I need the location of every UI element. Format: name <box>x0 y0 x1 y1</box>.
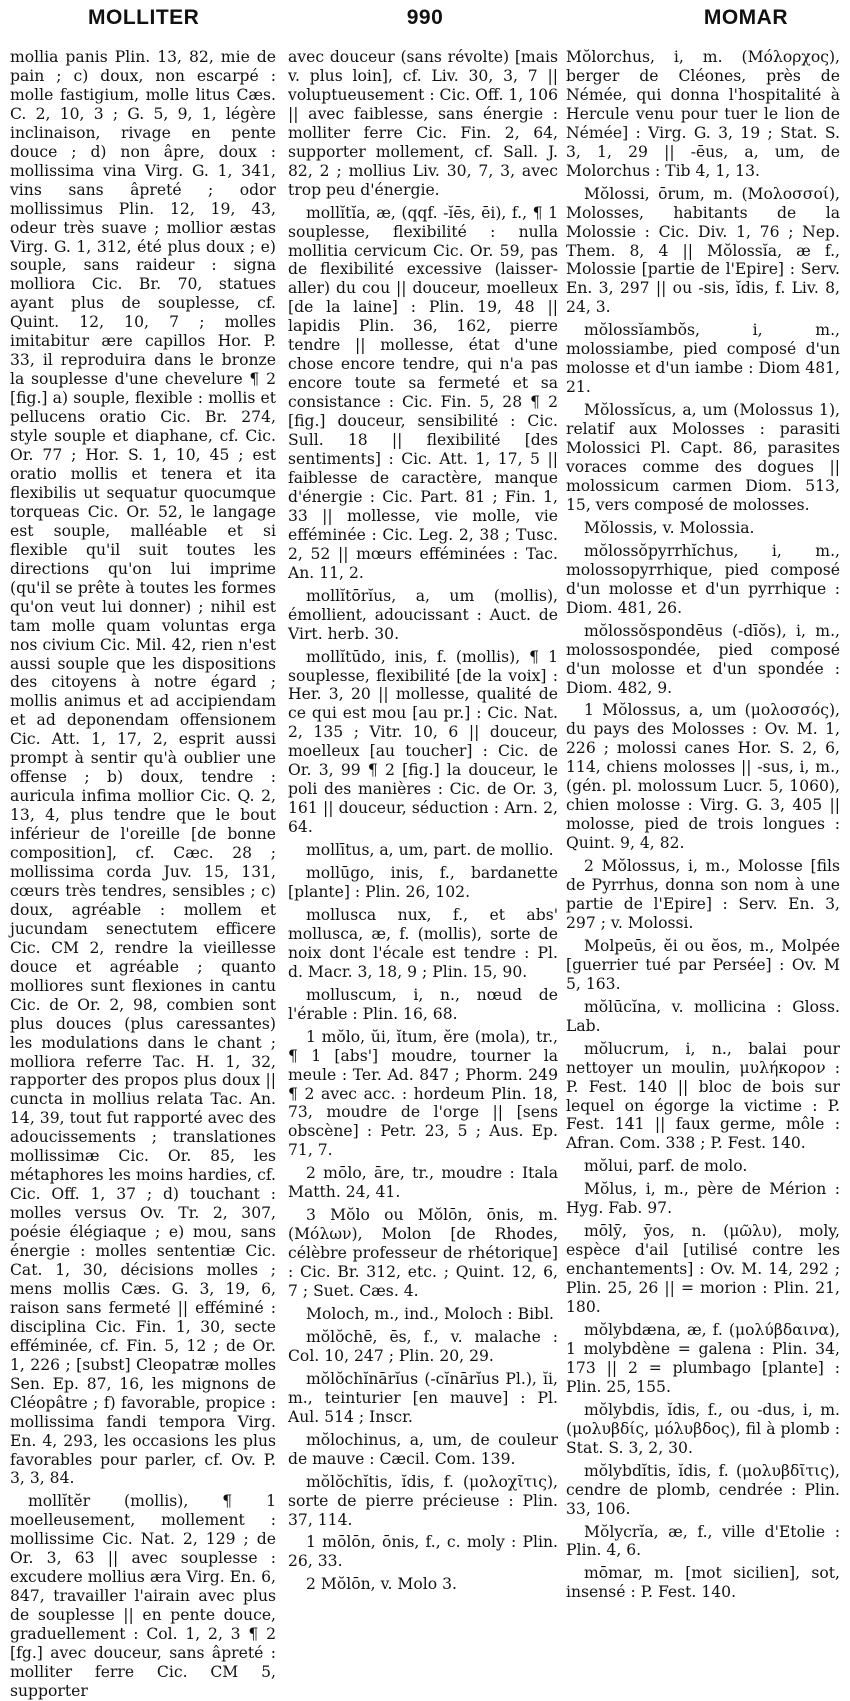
dictionary-entry: Molpeūs, ĕi ou ĕos, m., Molpée [guerrier tué par Persée] : Ov. M 5, 163. <box>566 936 840 993</box>
dictionary-entry: mŏlŏchĭnārĭus (-cĭnārĭus Pl.), ĭi, m., teinturier [en mauve] : Pl. Aul. 514 ; Inscr. <box>288 1369 558 1426</box>
dictionary-entry: mollītus, a, um, part. de mollio. <box>306 841 554 860</box>
dictionary-entry: 2 Mŏlōn, v. Molo 3. <box>306 1575 458 1594</box>
dictionary-entry: mollĭtĕr (mollis), ¶ 1 moelleusement, mollement : mollissime Cic. Nat. 2, 129 ; de Or. 3, 63 || avec souplesse : excudere mollius æra Virg. En. 6, 847, travailler l'airain avec plus de souplesse || en pente douce, graduellement : Col. 1, 2, 3 ¶ 2 [fg.] avec douceur, sans âpreté : molliter ferre Cic. CM 5, supporter <box>10 1492 276 1700</box>
header-guide-word-left: MOLLITER <box>88 6 200 29</box>
dictionary-entry: 2 Mŏlossus, i, m., Molosse [fils de Pyrrhus, donna son nom à une partie de l'Epire] : Serv. En. 3, 297 ; v. Molossi. <box>566 857 840 932</box>
dictionary-entry: Mŏlossĭcus, a, um (Molossus 1), relatif aux Molosses : parasiti Molossici Pl. Capt. 86, parasites voraces comme des dogues || molossicum carmen Diom. 513, 15, vers composé de molosses. <box>566 401 840 514</box>
dictionary-entry: mŏlŏchē, ēs, f., v. malache : Col. 10, 247 ; Plin. 20, 29. <box>288 1327 558 1365</box>
dictionary-entry: mollĭtūdo, inis, f. (mollis), ¶ 1 souplesse, flexibilité [de la voix] : Her. 3, 20 || mollesse, qualité de ce qui est mou [au pr.] : Cic. Nat. 2, 135 ; Vitr. 10, 6 || douceur, moelleux [au toucher] : Cic. de Or. 3, 99 ¶ 2 [fig.] la douceur, le poli des manières : Cic. de Or. 3, 161 || douceur, séduction : Arn. 2, 64. <box>288 647 558 837</box>
dictionary-entry: Mŏlycrĭa, æ, f., ville d'Etolie : Plin. 4, 6. <box>566 1522 840 1560</box>
dictionary-entry: 2 mōlo, āre, tr., moudre : Itala Matth. 24, 41. <box>288 1164 558 1202</box>
dictionary-entry: 1 Mŏlossus, a, um (μολοσσός), du pays des Molosses : Ov. M. 1, 226 ; molossi canes Hor. S. 2, 6, 114, chiens molosses || -sus, i, m., (gén. pl. molossum Lucr. 5, 1060), chien molosse : Virg. G. 3, 405 || molosse, pied de trois longues : Quint. 9, 4, 82. <box>566 701 840 853</box>
dictionary-entry: Mŏlossis, v. Molossia. <box>584 518 755 537</box>
dictionary-entry: 3 Mŏlo ou Mŏlōn, ōnis, m. (Μόλων), Molon [de Rhodes, célèbre professeur de rhétorique] : Cic. Br. 312, etc. ; Quint. 12, 6, 7 ; Suet. Cæs. 4. <box>288 1206 558 1301</box>
page-number: 990 <box>406 6 444 29</box>
dictionary-entry: mŏlybdis, ĭdis, f., ou -dus, i, m. (μολυβδίς, μόλυβδος), fil à plomb : Stat. S. 3, 2, 30. <box>566 1400 840 1457</box>
dictionary-entry: mōlȳ, ȳos, n. (μῶλυ), moly, espèce d'ail [utilisé contre les enchantements] : Ov. M. 14, 292 ; Plin. 25, 26 || = morion : Plin. 21, 180. <box>566 1222 840 1317</box>
dictionary-entry: 1 mŏlo, ŭi, ĭtum, ĕre (mola), tr., ¶ 1 [abs'] moudre, tourner la meule : Ter. Ad. 847 ; Phorm. 249 ¶ 2 avec acc. : hordeum Plin. 18, 73, moudre de l'orge || [sens obscène] : Petr. 23, 5 ; Aus. Ep. 71, 7. <box>288 1027 558 1160</box>
running-header <box>0 0 850 40</box>
column-left <box>10 48 276 1700</box>
dictionary-entry: mŏlossŏspondēus (-dīŏs), i, m., molossospondée, pied composé d'un molosse et d'un spondée : Diom. 482, 9. <box>566 621 840 697</box>
dictionary-entry: mollūgo, inis, f., bardanette [plante] : Plin. 26, 102. <box>288 864 558 901</box>
dictionary-entry: mollia panis Plin. 13, 82, mie de pain ; c) doux, non escarpé : molle fastigium, molle litus Cæs. C. 2, 10, 3 ; G. 5, 9, 1, légère inclinaison, rivage en pente douce ; d) non âpre, doux : mollissima vina Virg. G. 1, 341, vins sans âpreté ; odor mollissimus Plin. 12, 19, 43, odeur très suave ; mollior æstas Virg. G. 1, 312, été plus doux ; e) souple, sans raideur : signa molliora Cic. Br. 70, statues ayant plus de souplesse, cf. Quint. 12, 10, 7 ; molles imitabitur ære capillos Hor. P. 33, il reproduira dans le bronze la souplesse d'une chevelure ¶ 2 [fig.] a) souple, flexible : mollis et pellucens oratio Cic. Br. 274, style souple et diaphane, cf. Cic. Or. 77 ; Hor. S. 1, 10, 45 ; est oratio mollis et tenera et ita flexibilis ut sequatur quocumque torqueas Cic. Or. 52, le langage est souple, malléable et si flexible qu'il suit toutes les directions qu'on lui imprime (qu'il se prête à toutes les formes qu'on veut lui donner) ; nihil est tam molle quam voluntas erga nos civium Cic. Mil. 42, rien n'est aussi souple que les dispositions des citoyens à notre égard ; mollis animus et ad accipiendam et ad deponendam offensionem Cic. Att. 1, 17, 2, esprit aussi prompt à sentir qu'à oublier une offense ; b) doux, tendre : auricula infima mollior Cic. Q. 2, 13, 4, plus tendre que le bout inférieur de l'oreille [de bonne composition], cf. Cæc. 28 ; mollissima corda Juv. 15, 131, cœurs très tendres, sensibles ; c) doux, agréable : mollem et jucundam senectutem efficere Cic. CM 2, rendre la vieillesse douce et agréable ; quanto molliores sunt flexiones in cantu Cic. de Or. 2, 98, combien sont plus douces (plus caressantes) les modulations dans le chant ; molliora referre Tac. H. 1, 32, rapporter des propos plus doux || cuncta in mollius relata Tac. An. 14, 39, tout fut rapporté avec des adoucissements ; translationes mollissimæ Cic. Or. 85, les métaphores les moins hardies, cf. Cic. Off. 1, 37 ; d) touchant : molles versus Ov. Tr. 2, 307, poésie élégiaque ; e) mou, sans énergie : molles sententiæ Cic. Cat. 1, 30, décisions molles ; mens mollis Cæs. G. 3, 19, 6, raison sans fermeté || efféminé : disciplina Cic. Fin. 1, 30, secte efféminée, cf. Fin. 5, 12 ; de Or. 1, 226 ; [subst] Cleopatræ molles Sen. Ep. 87, 16, les mignons de Cléopâtre ; f) favorable, propice : mollissima fandi tempora Virg. En. 4, 293, les occasions les plus favorables pour parler, cf. Ov. P. 3, 3, 84. <box>10 48 276 1488</box>
dictionary-entry: mŏlūcĭna, v. mollicina : Gloss. Lab. <box>566 997 840 1035</box>
dictionary-entry: mollĭtōrĭus, a, um (mollis), émollient, adoucissant : Auct. de Virt. herb. 30. <box>288 586 558 643</box>
header-guide-word-right: MOMAR <box>703 6 788 29</box>
dictionary-entry: mŏlybdæna, æ, f. (μολύβδαινα), 1 molybdène = galena : Plin. 34, 173 || 2 = plumbago [plante] : Plin. 25, 155. <box>566 1321 840 1396</box>
dictionary-entry: Moloch, m., ind., Moloch : Bibl. <box>306 1305 555 1323</box>
dictionary-entry: Mŏlossi, ōrum, m. (Μολοσσοί), Molosses, habitants de la Molossie : Cic. Div. 1, 76 ; Nep. Them. 8, 4 || Mŏlossĭa, æ f., Molossie [partie de l'Epire] : Serv. En. 3, 297 || ou -sis, ĭdis, f. Liv. 8, 24, 3. <box>566 184 840 317</box>
dictionary-entry: Mŏlus, i, m., père de Mérion : Hyg. Fab. 97. <box>566 1180 840 1218</box>
dictionary-entry: mŏlochinus, a, um, de couleur de mauve : Cæcil. Com. 139. <box>288 1430 558 1468</box>
dictionary-entry: mŏlybdĭtis, ĭdis, f. (μολυβδῖτις), cendre de plomb, cendrée : Plin. 33, 106. <box>566 1461 840 1518</box>
dictionary-entry: mollĭtĭa, æ, (qqf. -ĭēs, ēi), f., ¶ 1 souplesse, flexibilité : nulla mollitia cervicum Cic. Or. 59, pas de flexibilité excessive (laisser-aller) du cou || douceur, moelleux [de la laine] : Plin. 19, 48 || lapidis Plin. 36, 162, pierre tendre || mollesse, état d'une chose encore tendre, qui n'a pas encore toute sa fermeté et sa consistance : Cic. Fin. 5, 28 ¶ 2 [fig.] douceur, sensibilité : Cic. Sull. 18 || flexibilité [des sentiments] : Cic. Att. 1, 17, 5 || faiblesse de caractère, manque d'énergie : Cic. Part. 81 ; Fin. 1, 33 || mollesse, vie molle, vie efféminée : Cic. Leg. 2, 38 ; Tusc. 2, 52 || mœurs efféminées : Tac. An. 11, 2. <box>288 203 558 582</box>
dictionary-entry: mŏlossĭambŏs, i, m., molossiambe, pied composé d'un molosse et d'un iambe : Diom 481, 21. <box>566 321 840 397</box>
dictionary-entry: mollusca nux, f., et abs' mollusca, æ, f. (mollis), sorte de noix dont l'écale est tendre : Pl. d. Macr. 3, 18, 9 ; Plin. 15, 90. <box>288 905 558 981</box>
dictionary-entry: 1 mōlōn, ōnis, f., c. moly : Plin. 26, 33. <box>288 1533 558 1571</box>
dictionary-entry: molluscum, i, n., nœud de l'érable : Plin. 16, 68. <box>288 985 558 1023</box>
dictionary-entry: mŏlui, parf. de molo. <box>584 1157 748 1176</box>
dictionary-entry: avec douceur (sans révolte) [mais v. plus loin], cf. Liv. 30, 3, 7 || voluptueusement : Cic. Off. 1, 106 || avec faiblesse, sans énergie : molliter ferre Cic. Fin. 2, 64, supporter mollement, cf. Sall. J. 82, 2 ; mollius Liv. 30, 7, 3, avec trop peu d'énergie. <box>288 48 558 199</box>
dictionary-entry: Mŏlorchus, i, m. (Μόλορχος), berger de Cléones, près de Némée, qui donna l'hospitalité à Hercule venu pour tuer le lion de Némée] : Virg. G. 3, 19 ; Stat. S. 3, 1, 29 || -ēus, a, um, de Molorchus : Tib 4, 1, 13. <box>566 48 840 180</box>
dictionary-entry: mōmar, m. [mot sicilien], sot, insensé : P. Fest. 140. <box>566 1564 840 1602</box>
dictionary-entry: mŏlŏchĭtis, ĭdis, f. (μολοχῖτις), sorte de pierre précieuse : Plin. 37, 114. <box>288 1472 558 1529</box>
column-middle <box>288 48 558 1594</box>
dictionary-entry: mŏlucrum, i, n., balai pour nettoyer un moulin, μυλήκορον : P. Fest. 140 || bloc de bois sur lequel on égorge la victime : P. Fest. 141 || faux germe, môle : Afran. Com. 338 ; P. Fest. 140. <box>566 1039 840 1153</box>
column-right <box>566 48 840 1602</box>
dictionary-entry: mŏlossŏpyrrhĭchus, i, m., molossopyrrhique, pied composé d'un molosse et d'un pyrrhique : Diom. 481, 26. <box>566 541 840 617</box>
